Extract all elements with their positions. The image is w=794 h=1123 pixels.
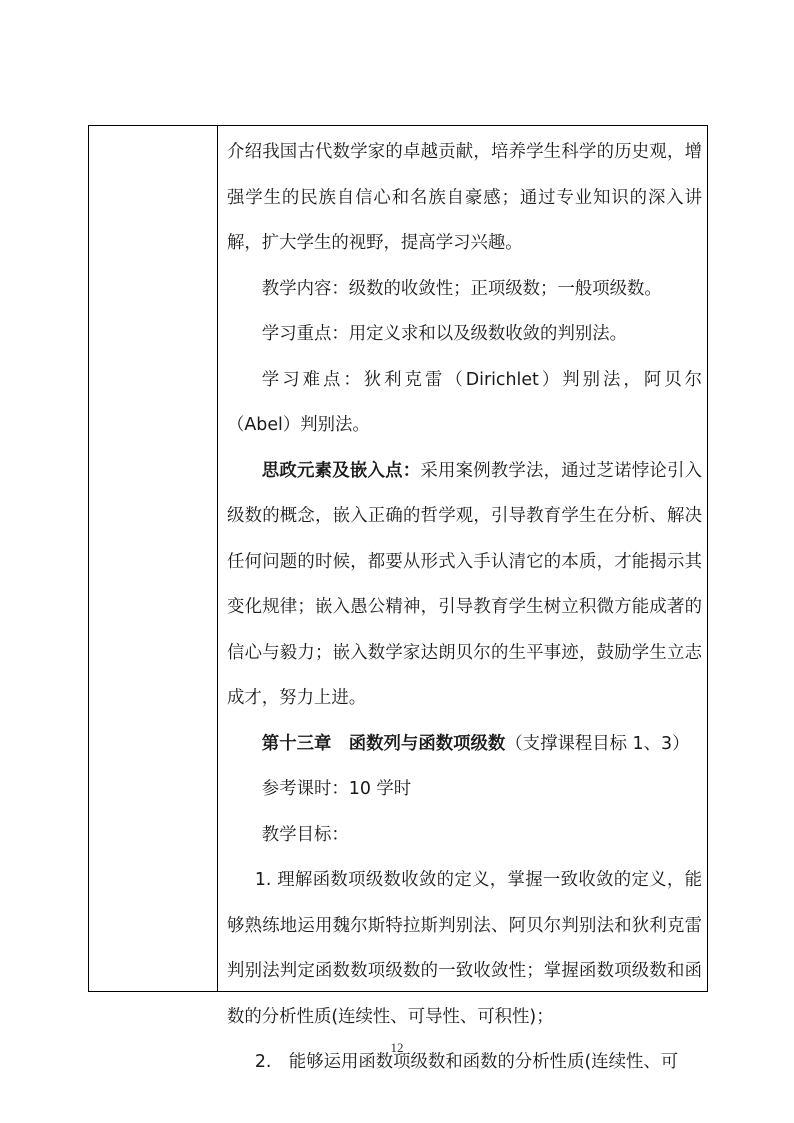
chapter-heading [227, 722, 702, 768]
goal-2: 2. 能够运用函数项级数和函数的分析性质(连续性、可 [254, 1052, 679, 1072]
goal-1: 1. 理解函数项级数收敛的定义，掌握一致收敛的定义，能够熟练地运用魏尔斯特拉斯判别法、阿贝尔判别法和狄利克雷判别法判定函数数项级数的一致收敛性；掌握函数项级数和函数的分析性质(连续性、可导性、可积性)； [227, 870, 702, 1027]
learning-difficulty: 学习难点：狄利克雷（Dirichlet）判别法，阿贝尔（Abel）判别法。 [227, 369, 702, 435]
ideology-label: 思政元素及嵌入点： [261, 460, 421, 481]
chapter-title: 第十三章 函数列与函数项级数 [261, 733, 506, 754]
chapter-support: （支撑课程目标 1、3） [505, 733, 690, 754]
ideology-paragraph [227, 449, 702, 722]
table-content-cell [227, 130, 702, 1086]
reference-hours: 参考课时：10 学时 [261, 779, 412, 799]
ideology-text: 采用案例教学法，通过芝诺悖论引入级数的概念，嵌入正确的哲学观，引导教育学生在分析、解决任何问题的时候，都要从形式入手认清它的本质，才能揭示其变化规律；嵌入愚公精神，引导教育学生树立积微方能成著的信心与毅力；嵌入数学家达朗贝尔的生平事迹，鼓励学生立志成才，努力上进。 [227, 460, 702, 708]
teaching-content: 教学内容：级数的收敛性；正项级数；一般项级数。 [261, 278, 662, 299]
learning-focus: 学习重点：用定义求和以及级数收敛的判别法。 [261, 324, 628, 344]
intro-paragraph: 介绍我国古代数学家的卓越贡献，培养学生科学的历史观，增强学生的民族自信心和名族自豪感；通过专业知识的深入讲解，扩大学生的视野，提高学习兴趣。 [227, 142, 702, 253]
page-number: 12 [390, 1040, 404, 1055]
table-left-column [89, 126, 218, 991]
goals-label: 教学目标： [261, 824, 349, 845]
